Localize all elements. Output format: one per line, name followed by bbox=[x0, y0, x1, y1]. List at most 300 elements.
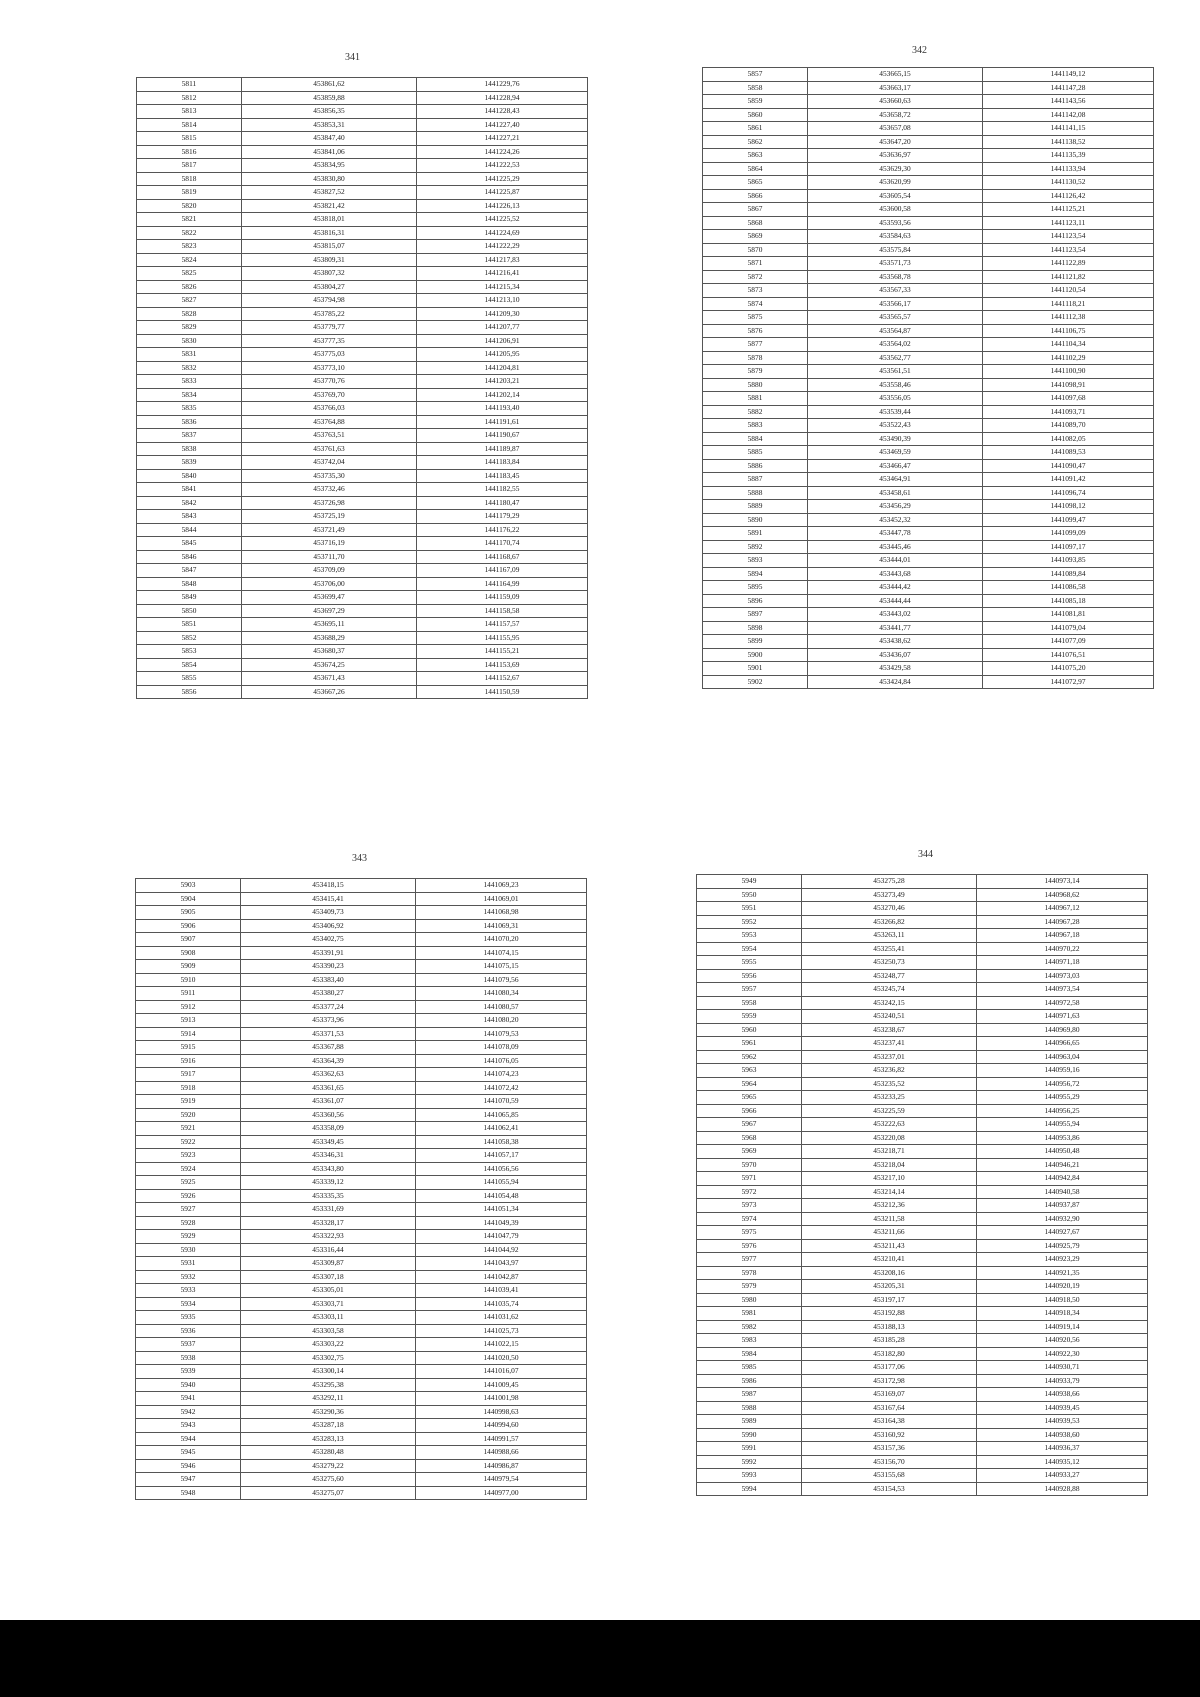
x-coordinate-cell: 453275,60 bbox=[241, 1473, 416, 1487]
y-coordinate-cell: 1440918,50 bbox=[977, 1293, 1148, 1307]
table-row bbox=[137, 456, 588, 470]
table-row bbox=[703, 162, 1154, 176]
x-coordinate-cell: 453361,65 bbox=[241, 1081, 416, 1095]
y-coordinate-cell: 1440963,04 bbox=[977, 1050, 1148, 1064]
x-coordinate-cell: 453377,24 bbox=[241, 1000, 416, 1014]
x-coordinate-cell: 453706,00 bbox=[242, 577, 417, 591]
x-coordinate-cell: 453647,20 bbox=[808, 135, 983, 149]
table-row bbox=[137, 618, 588, 632]
y-coordinate-cell: 1440972,58 bbox=[977, 996, 1148, 1010]
table-row bbox=[136, 1459, 587, 1473]
point-number-cell: 5932 bbox=[136, 1270, 241, 1284]
table-row bbox=[136, 1216, 587, 1230]
table-row bbox=[136, 973, 587, 987]
x-coordinate-cell: 453565,57 bbox=[808, 311, 983, 325]
point-number-cell: 5972 bbox=[697, 1185, 802, 1199]
y-coordinate-cell: 1441204,81 bbox=[417, 361, 588, 375]
table-row bbox=[703, 189, 1154, 203]
table-row bbox=[136, 1378, 587, 1392]
x-coordinate-cell: 453438,62 bbox=[808, 635, 983, 649]
point-number-cell: 5871 bbox=[703, 257, 808, 271]
table-row bbox=[697, 1401, 1148, 1415]
table-row bbox=[697, 1172, 1148, 1186]
table-row bbox=[697, 1185, 1148, 1199]
table-row bbox=[136, 1189, 587, 1203]
x-coordinate-cell: 453361,07 bbox=[241, 1095, 416, 1109]
y-coordinate-cell: 1441225,87 bbox=[417, 186, 588, 200]
y-coordinate-cell: 1441074,23 bbox=[416, 1068, 587, 1082]
point-number-cell: 5869 bbox=[703, 230, 808, 244]
x-coordinate-cell: 453214,14 bbox=[802, 1185, 977, 1199]
point-number-cell: 5930 bbox=[136, 1243, 241, 1257]
table-row bbox=[703, 621, 1154, 635]
point-number-cell: 5979 bbox=[697, 1280, 802, 1294]
x-coordinate-cell: 453775,03 bbox=[242, 348, 417, 362]
point-number-cell: 5876 bbox=[703, 324, 808, 338]
y-coordinate-cell: 1441227,40 bbox=[417, 118, 588, 132]
point-number-cell: 5880 bbox=[703, 378, 808, 392]
table-row bbox=[697, 902, 1148, 916]
point-number-cell: 5938 bbox=[136, 1351, 241, 1365]
y-coordinate-cell: 1440986,87 bbox=[416, 1459, 587, 1473]
x-coordinate-cell: 453367,88 bbox=[241, 1041, 416, 1055]
table-row bbox=[136, 1419, 587, 1433]
y-coordinate-cell: 1441025,73 bbox=[416, 1324, 587, 1338]
table-row bbox=[137, 132, 588, 146]
y-coordinate-cell: 1441057,17 bbox=[416, 1149, 587, 1163]
point-number-cell: 5834 bbox=[137, 388, 242, 402]
point-number-cell: 5864 bbox=[703, 162, 808, 176]
point-number-cell: 5901 bbox=[703, 662, 808, 676]
y-coordinate-cell: 1440946,21 bbox=[977, 1158, 1148, 1172]
y-coordinate-cell: 1441121,82 bbox=[983, 270, 1154, 284]
table-row bbox=[703, 284, 1154, 298]
x-coordinate-cell: 453436,07 bbox=[808, 648, 983, 662]
x-coordinate-cell: 453522,43 bbox=[808, 419, 983, 433]
table-row bbox=[137, 240, 588, 254]
x-coordinate-cell: 453490,39 bbox=[808, 432, 983, 446]
y-coordinate-cell: 1441123,11 bbox=[983, 216, 1154, 230]
y-coordinate-cell: 1441157,57 bbox=[417, 618, 588, 632]
point-number-cell: 5881 bbox=[703, 392, 808, 406]
point-number-cell: 5870 bbox=[703, 243, 808, 257]
point-number-cell: 5952 bbox=[697, 915, 802, 929]
x-coordinate-cell: 453197,17 bbox=[802, 1293, 977, 1307]
point-number-cell: 5887 bbox=[703, 473, 808, 487]
y-coordinate-cell: 1440918,34 bbox=[977, 1307, 1148, 1321]
y-coordinate-cell: 1441179,29 bbox=[417, 510, 588, 524]
table-row bbox=[136, 1473, 587, 1487]
y-coordinate-cell: 1441104,34 bbox=[983, 338, 1154, 352]
point-number-cell: 5918 bbox=[136, 1081, 241, 1095]
y-coordinate-cell: 1440928,88 bbox=[977, 1482, 1148, 1496]
table-row bbox=[697, 1347, 1148, 1361]
y-coordinate-cell: 1441100,90 bbox=[983, 365, 1154, 379]
y-coordinate-cell: 1441079,04 bbox=[983, 621, 1154, 635]
point-number-cell: 5827 bbox=[137, 294, 242, 308]
y-coordinate-cell: 1441130,52 bbox=[983, 176, 1154, 190]
point-number-cell: 5850 bbox=[137, 604, 242, 618]
table-row bbox=[703, 95, 1154, 109]
x-coordinate-cell: 453322,93 bbox=[241, 1230, 416, 1244]
x-coordinate-cell: 453721,49 bbox=[242, 523, 417, 537]
table-row bbox=[703, 149, 1154, 163]
table-row bbox=[136, 1162, 587, 1176]
y-coordinate-cell: 1441020,50 bbox=[416, 1351, 587, 1365]
y-coordinate-cell: 1441070,59 bbox=[416, 1095, 587, 1109]
x-coordinate-cell: 453303,58 bbox=[241, 1324, 416, 1338]
table-row bbox=[703, 594, 1154, 608]
table-row bbox=[137, 78, 588, 92]
x-coordinate-cell: 453657,08 bbox=[808, 122, 983, 136]
y-coordinate-cell: 1440956,72 bbox=[977, 1077, 1148, 1091]
y-coordinate-cell: 1441170,74 bbox=[417, 537, 588, 551]
point-number-cell: 5822 bbox=[137, 226, 242, 240]
table-row bbox=[697, 915, 1148, 929]
table-row bbox=[137, 685, 588, 699]
y-coordinate-cell: 1441098,12 bbox=[983, 500, 1154, 514]
x-coordinate-cell: 453279,22 bbox=[241, 1459, 416, 1473]
y-coordinate-cell: 1441138,52 bbox=[983, 135, 1154, 149]
y-coordinate-cell: 1441216,41 bbox=[417, 267, 588, 281]
table-row bbox=[703, 567, 1154, 581]
table-row bbox=[137, 388, 588, 402]
table-row bbox=[137, 334, 588, 348]
point-number-cell: 5936 bbox=[136, 1324, 241, 1338]
y-coordinate-cell: 1440939,53 bbox=[977, 1415, 1148, 1429]
x-coordinate-cell: 453660,63 bbox=[808, 95, 983, 109]
x-coordinate-cell: 453667,26 bbox=[242, 685, 417, 699]
y-coordinate-cell: 1441133,94 bbox=[983, 162, 1154, 176]
y-coordinate-cell: 1441228,43 bbox=[417, 105, 588, 119]
point-number-cell: 5965 bbox=[697, 1091, 802, 1105]
point-number-cell: 5818 bbox=[137, 172, 242, 186]
y-coordinate-cell: 1440927,67 bbox=[977, 1226, 1148, 1240]
coordinate-table-page-341 bbox=[136, 77, 588, 699]
y-coordinate-cell: 1441042,87 bbox=[416, 1270, 587, 1284]
table-row bbox=[697, 1307, 1148, 1321]
point-number-cell: 5944 bbox=[136, 1432, 241, 1446]
table-row bbox=[136, 1297, 587, 1311]
point-number-cell: 5860 bbox=[703, 108, 808, 122]
point-number-cell: 5947 bbox=[136, 1473, 241, 1487]
y-coordinate-cell: 1440933,27 bbox=[977, 1469, 1148, 1483]
x-coordinate-cell: 453697,29 bbox=[242, 604, 417, 618]
table-row bbox=[137, 645, 588, 659]
x-coordinate-cell: 453155,68 bbox=[802, 1469, 977, 1483]
point-number-cell: 5922 bbox=[136, 1135, 241, 1149]
x-coordinate-cell: 453275,28 bbox=[802, 875, 977, 889]
y-coordinate-cell: 1441090,47 bbox=[983, 459, 1154, 473]
table-row bbox=[137, 91, 588, 105]
point-number-cell: 5824 bbox=[137, 253, 242, 267]
y-coordinate-cell: 1441078,09 bbox=[416, 1041, 587, 1055]
table-row bbox=[703, 216, 1154, 230]
x-coordinate-cell: 453794,98 bbox=[242, 294, 417, 308]
y-coordinate-cell: 1441224,69 bbox=[417, 226, 588, 240]
y-coordinate-cell: 1441080,34 bbox=[416, 987, 587, 1001]
point-number-cell: 5851 bbox=[137, 618, 242, 632]
table-row bbox=[697, 956, 1148, 970]
table-row bbox=[137, 442, 588, 456]
table-row bbox=[137, 321, 588, 335]
table-row bbox=[703, 513, 1154, 527]
point-number-cell: 5915 bbox=[136, 1041, 241, 1055]
x-coordinate-cell: 453235,52 bbox=[802, 1077, 977, 1091]
y-coordinate-cell: 1441049,39 bbox=[416, 1216, 587, 1230]
y-coordinate-cell: 1440932,90 bbox=[977, 1212, 1148, 1226]
table-row bbox=[703, 486, 1154, 500]
x-coordinate-cell: 453458,61 bbox=[808, 486, 983, 500]
x-coordinate-cell: 453568,78 bbox=[808, 270, 983, 284]
point-number-cell: 5967 bbox=[697, 1118, 802, 1132]
x-coordinate-cell: 453566,17 bbox=[808, 297, 983, 311]
y-coordinate-cell: 1440938,66 bbox=[977, 1388, 1148, 1402]
y-coordinate-cell: 1441089,70 bbox=[983, 419, 1154, 433]
point-number-cell: 5993 bbox=[697, 1469, 802, 1483]
x-coordinate-cell: 453192,88 bbox=[802, 1307, 977, 1321]
x-coordinate-cell: 453804,27 bbox=[242, 280, 417, 294]
y-coordinate-cell: 1441152,67 bbox=[417, 672, 588, 686]
y-coordinate-cell: 1440953,86 bbox=[977, 1131, 1148, 1145]
y-coordinate-cell: 1441205,95 bbox=[417, 348, 588, 362]
table-row bbox=[136, 1095, 587, 1109]
table-row bbox=[697, 1266, 1148, 1280]
point-number-cell: 5889 bbox=[703, 500, 808, 514]
x-coordinate-cell: 453303,22 bbox=[241, 1338, 416, 1352]
y-coordinate-cell: 1440967,12 bbox=[977, 902, 1148, 916]
table-row bbox=[136, 1351, 587, 1365]
x-coordinate-cell: 453711,70 bbox=[242, 550, 417, 564]
table-row bbox=[697, 1118, 1148, 1132]
x-coordinate-cell: 453273,49 bbox=[802, 888, 977, 902]
table-row bbox=[136, 1068, 587, 1082]
point-number-cell: 5882 bbox=[703, 405, 808, 419]
x-coordinate-cell: 453464,91 bbox=[808, 473, 983, 487]
table-row bbox=[703, 473, 1154, 487]
y-coordinate-cell: 1440956,25 bbox=[977, 1104, 1148, 1118]
table-row bbox=[697, 1226, 1148, 1240]
y-coordinate-cell: 1441044,92 bbox=[416, 1243, 587, 1257]
y-coordinate-cell: 1441182,55 bbox=[417, 483, 588, 497]
point-number-cell: 5923 bbox=[136, 1149, 241, 1163]
table-row bbox=[137, 159, 588, 173]
x-coordinate-cell: 453177,06 bbox=[802, 1361, 977, 1375]
table-row bbox=[703, 378, 1154, 392]
table-row bbox=[697, 983, 1148, 997]
point-number-cell: 5845 bbox=[137, 537, 242, 551]
y-coordinate-cell: 1441070,20 bbox=[416, 933, 587, 947]
point-number-cell: 5958 bbox=[697, 996, 802, 1010]
x-coordinate-cell: 453600,58 bbox=[808, 203, 983, 217]
point-number-cell: 5905 bbox=[136, 906, 241, 920]
point-number-cell: 5961 bbox=[697, 1037, 802, 1051]
table-row bbox=[703, 203, 1154, 217]
y-coordinate-cell: 1441080,20 bbox=[416, 1014, 587, 1028]
point-number-cell: 5907 bbox=[136, 933, 241, 947]
y-coordinate-cell: 1441099,09 bbox=[983, 527, 1154, 541]
point-number-cell: 5894 bbox=[703, 567, 808, 581]
point-number-cell: 5848 bbox=[137, 577, 242, 591]
table-row bbox=[136, 1270, 587, 1284]
table-row bbox=[137, 469, 588, 483]
table-row bbox=[703, 68, 1154, 82]
x-coordinate-cell: 453680,37 bbox=[242, 645, 417, 659]
y-coordinate-cell: 1441135,39 bbox=[983, 149, 1154, 163]
table-row bbox=[703, 297, 1154, 311]
point-number-cell: 5975 bbox=[697, 1226, 802, 1240]
y-coordinate-cell: 1440967,28 bbox=[977, 915, 1148, 929]
table-row bbox=[136, 892, 587, 906]
y-coordinate-cell: 1440973,14 bbox=[977, 875, 1148, 889]
x-coordinate-cell: 453349,45 bbox=[241, 1135, 416, 1149]
x-coordinate-cell: 453809,31 bbox=[242, 253, 417, 267]
y-coordinate-cell: 1440955,29 bbox=[977, 1091, 1148, 1105]
x-coordinate-cell: 453169,07 bbox=[802, 1388, 977, 1402]
point-number-cell: 5893 bbox=[703, 554, 808, 568]
x-coordinate-cell: 453469,59 bbox=[808, 446, 983, 460]
point-number-cell: 5957 bbox=[697, 983, 802, 997]
point-number-cell: 5966 bbox=[697, 1104, 802, 1118]
table-row bbox=[697, 1469, 1148, 1483]
x-coordinate-cell: 453779,77 bbox=[242, 321, 417, 335]
point-number-cell: 5888 bbox=[703, 486, 808, 500]
point-number-cell: 5950 bbox=[697, 888, 802, 902]
table-row bbox=[137, 429, 588, 443]
table-row bbox=[703, 230, 1154, 244]
y-coordinate-cell: 1441224,26 bbox=[417, 145, 588, 159]
point-number-cell: 5953 bbox=[697, 929, 802, 943]
table-row bbox=[697, 1428, 1148, 1442]
table-row bbox=[136, 1324, 587, 1338]
x-coordinate-cell: 453362,63 bbox=[241, 1068, 416, 1082]
x-coordinate-cell: 453218,71 bbox=[802, 1145, 977, 1159]
x-coordinate-cell: 453447,78 bbox=[808, 527, 983, 541]
point-number-cell: 5974 bbox=[697, 1212, 802, 1226]
point-number-cell: 5926 bbox=[136, 1189, 241, 1203]
x-coordinate-cell: 453292,11 bbox=[241, 1392, 416, 1406]
y-coordinate-cell: 1441209,30 bbox=[417, 307, 588, 321]
table-row bbox=[137, 105, 588, 119]
x-coordinate-cell: 453211,43 bbox=[802, 1239, 977, 1253]
table-row bbox=[697, 1293, 1148, 1307]
point-number-cell: 5899 bbox=[703, 635, 808, 649]
y-coordinate-cell: 1440923,29 bbox=[977, 1253, 1148, 1267]
point-number-cell: 5983 bbox=[697, 1334, 802, 1348]
x-coordinate-cell: 453217,10 bbox=[802, 1172, 977, 1186]
table-row bbox=[697, 875, 1148, 889]
point-number-cell: 5891 bbox=[703, 527, 808, 541]
y-coordinate-cell: 1441075,15 bbox=[416, 960, 587, 974]
point-number-cell: 5987 bbox=[697, 1388, 802, 1402]
y-coordinate-cell: 1440988,66 bbox=[416, 1446, 587, 1460]
x-coordinate-cell: 453233,25 bbox=[802, 1091, 977, 1105]
point-number-cell: 5984 bbox=[697, 1347, 802, 1361]
x-coordinate-cell: 453663,17 bbox=[808, 81, 983, 95]
x-coordinate-cell: 453211,58 bbox=[802, 1212, 977, 1226]
point-number-cell: 5980 bbox=[697, 1293, 802, 1307]
point-number-cell: 5816 bbox=[137, 145, 242, 159]
y-coordinate-cell: 1440970,22 bbox=[977, 942, 1148, 956]
x-coordinate-cell: 453834,95 bbox=[242, 159, 417, 173]
table-row bbox=[697, 1334, 1148, 1348]
table-row bbox=[136, 1122, 587, 1136]
x-coordinate-cell: 453605,54 bbox=[808, 189, 983, 203]
point-number-cell: 5825 bbox=[137, 267, 242, 281]
table-row bbox=[136, 1432, 587, 1446]
point-number-cell: 5830 bbox=[137, 334, 242, 348]
point-number-cell: 5904 bbox=[136, 892, 241, 906]
x-coordinate-cell: 453429,58 bbox=[808, 662, 983, 676]
table-row bbox=[136, 1243, 587, 1257]
x-coordinate-cell: 453380,27 bbox=[241, 987, 416, 1001]
y-coordinate-cell: 1441183,84 bbox=[417, 456, 588, 470]
x-coordinate-cell: 453847,40 bbox=[242, 132, 417, 146]
table-row bbox=[136, 906, 587, 920]
point-number-cell: 5913 bbox=[136, 1014, 241, 1028]
y-coordinate-cell: 1440921,35 bbox=[977, 1266, 1148, 1280]
point-number-cell: 5812 bbox=[137, 91, 242, 105]
x-coordinate-cell: 453290,36 bbox=[241, 1405, 416, 1419]
table-row bbox=[697, 1455, 1148, 1469]
x-coordinate-cell: 453185,28 bbox=[802, 1334, 977, 1348]
point-number-cell: 5986 bbox=[697, 1374, 802, 1388]
page-number-343: 343 bbox=[352, 853, 367, 864]
x-coordinate-cell: 453182,80 bbox=[802, 1347, 977, 1361]
y-coordinate-cell: 1440922,30 bbox=[977, 1347, 1148, 1361]
y-coordinate-cell: 1441055,94 bbox=[416, 1176, 587, 1190]
point-number-cell: 5872 bbox=[703, 270, 808, 284]
point-number-cell: 5811 bbox=[137, 78, 242, 92]
table-row bbox=[137, 658, 588, 672]
x-coordinate-cell: 453358,09 bbox=[241, 1122, 416, 1136]
x-coordinate-cell: 453593,56 bbox=[808, 216, 983, 230]
x-coordinate-cell: 453456,29 bbox=[808, 500, 983, 514]
x-coordinate-cell: 453346,31 bbox=[241, 1149, 416, 1163]
table-row bbox=[136, 1365, 587, 1379]
x-coordinate-cell: 453735,30 bbox=[242, 469, 417, 483]
table-row bbox=[137, 415, 588, 429]
y-coordinate-cell: 1441183,45 bbox=[417, 469, 588, 483]
y-coordinate-cell: 1441079,53 bbox=[416, 1027, 587, 1041]
y-coordinate-cell: 1441085,18 bbox=[983, 594, 1154, 608]
x-coordinate-cell: 453237,41 bbox=[802, 1037, 977, 1051]
y-coordinate-cell: 1441164,99 bbox=[417, 577, 588, 591]
x-coordinate-cell: 453240,51 bbox=[802, 1010, 977, 1024]
point-number-cell: 5917 bbox=[136, 1068, 241, 1082]
table-row bbox=[697, 929, 1148, 943]
y-coordinate-cell: 1441203,21 bbox=[417, 375, 588, 389]
y-coordinate-cell: 1441225,52 bbox=[417, 213, 588, 227]
table-row bbox=[703, 176, 1154, 190]
y-coordinate-cell: 1441097,17 bbox=[983, 540, 1154, 554]
y-coordinate-cell: 1440936,37 bbox=[977, 1442, 1148, 1456]
y-coordinate-cell: 1440940,58 bbox=[977, 1185, 1148, 1199]
point-number-cell: 5942 bbox=[136, 1405, 241, 1419]
table-row bbox=[136, 1284, 587, 1298]
point-number-cell: 5945 bbox=[136, 1446, 241, 1460]
table-row bbox=[136, 1257, 587, 1271]
table-row bbox=[697, 1145, 1148, 1159]
table-row bbox=[697, 1064, 1148, 1078]
table-row bbox=[703, 527, 1154, 541]
x-coordinate-cell: 453391,91 bbox=[241, 946, 416, 960]
table-row bbox=[697, 1374, 1148, 1388]
x-coordinate-cell: 453383,40 bbox=[241, 973, 416, 987]
y-coordinate-cell: 1441098,91 bbox=[983, 378, 1154, 392]
x-coordinate-cell: 453859,88 bbox=[242, 91, 417, 105]
point-number-cell: 5863 bbox=[703, 149, 808, 163]
